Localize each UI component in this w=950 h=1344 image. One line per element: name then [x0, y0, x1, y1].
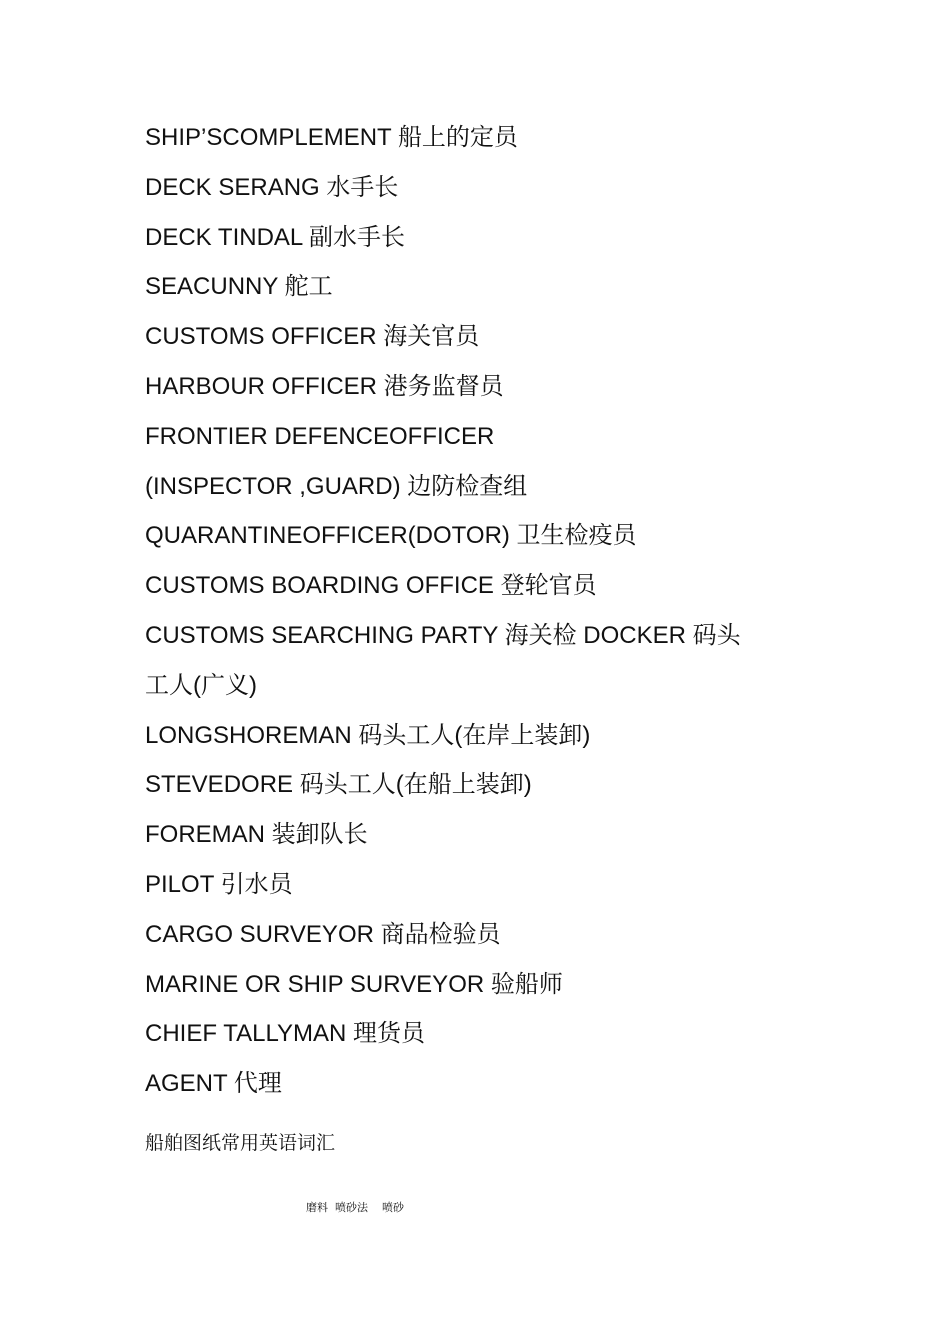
glossary-line: CHIEF TALLYMAN 理货员	[145, 1020, 426, 1048]
glossary-line: 工人(广义)	[145, 671, 257, 699]
glossary-line: SEACUNNY 舵工	[145, 273, 333, 301]
glossary-line: PILOT 引水员	[145, 870, 293, 898]
glossary-line: QUARANTINEOFFICER(DOTOR) 卫生检疫员	[145, 522, 637, 550]
glossary-line: STEVEDORE 码头工人(在船上装卸)	[145, 771, 532, 799]
section-title: 船舶图纸常用英语词汇	[145, 1132, 336, 1154]
glossary-line: AGENT 代理	[145, 1070, 282, 1098]
glossary-line: CUSTOMS OFFICER 海关官员	[145, 323, 480, 351]
glossary-line: SHIP’SCOMPLEMENT 船上的定员	[145, 124, 518, 151]
glossary-line: DECK SERANG 水手长	[145, 173, 399, 201]
footer-note: 磨料 喷砂法 喷砂	[306, 1201, 404, 1214]
glossary-line: MARINE OR SHIP SURVEYOR 验船师	[145, 970, 563, 998]
glossary-line: FOREMAN 装卸队长	[145, 821, 368, 849]
glossary-line: HARBOUR OFFICER 港务监督员	[145, 372, 504, 400]
glossary-line: CARGO SURVEYOR 商品检验员	[145, 920, 501, 948]
glossary-line: (INSPECTOR ,GUARD) 边防检查组	[145, 472, 528, 500]
glossary-line: DECK TINDAL 副水手长	[145, 223, 406, 251]
glossary-list	[145, 113, 805, 1109]
glossary-line: CUSTOMS BOARDING OFFICE 登轮官员	[145, 572, 597, 600]
glossary-line: FRONTIER DEFENCEOFFICER	[145, 422, 495, 450]
glossary-line: LONGSHOREMAN 码头工人(在岸上装卸)	[145, 721, 591, 749]
glossary-line: CUSTOMS SEARCHING PARTY 海关检 DOCKER 码头	[145, 621, 741, 649]
